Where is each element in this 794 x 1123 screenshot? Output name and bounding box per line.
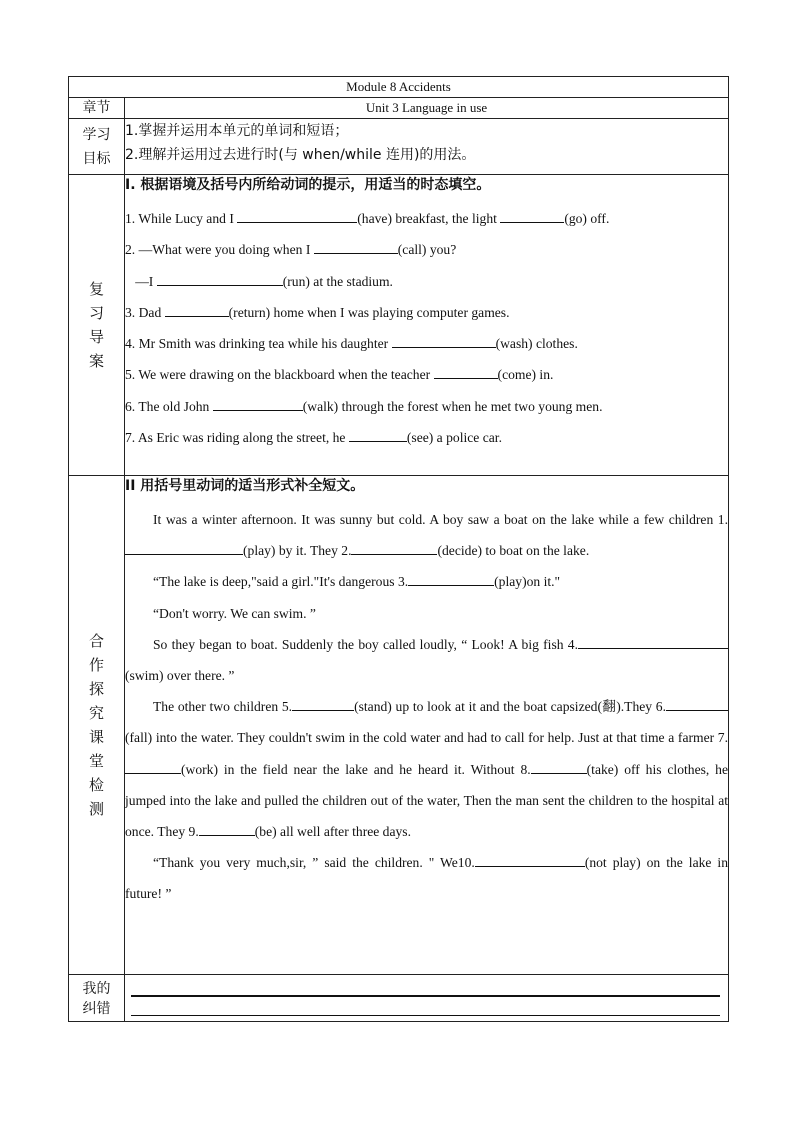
question-6-text-b: (walk) through the forest when he met two young men.: [302, 398, 603, 414]
correction-lines[interactable]: [125, 975, 728, 1021]
coop-label-char-7: 检: [88, 776, 104, 794]
question-3-text-b: (return) home when I was playing computer games.: [228, 304, 510, 320]
passage-paragraph-4: [125, 629, 728, 691]
passage-paragraph-1: [125, 504, 728, 566]
review-content: [125, 175, 729, 476]
correction-row: [69, 975, 729, 1022]
question-2-reply-text-a: —I: [125, 273, 157, 289]
worksheet-table: [68, 76, 729, 1022]
correction-label-line-1: 我的: [82, 981, 111, 997]
passage-blank-8[interactable]: [531, 759, 587, 774]
answer-blank-7[interactable]: [349, 427, 407, 442]
answer-blank-1b[interactable]: [500, 208, 564, 223]
passage-paragraph-6: [125, 847, 728, 909]
goals-label-line-1: 学习: [82, 127, 111, 143]
question-1-text-b: (have) breakfast, the light: [357, 211, 501, 226]
coop-label-char-5: 课: [88, 728, 104, 746]
question-2-reply: [125, 266, 728, 297]
question-5: [125, 359, 728, 390]
chapter-label: 章节: [69, 98, 125, 119]
answer-blank-3[interactable]: [165, 302, 229, 317]
correction-line-1: [131, 995, 720, 997]
question-1-text-c: (go) off.: [564, 211, 610, 226]
question-3: [125, 297, 728, 328]
chapter-value: Unit 3 Language in use: [125, 98, 729, 119]
question-4-text-b: (wash) clothes.: [495, 336, 578, 352]
passage-blank-2[interactable]: [351, 540, 437, 555]
coop-label-char-6: 堂: [88, 752, 104, 770]
coop-label: [69, 476, 125, 975]
question-2: [125, 234, 728, 265]
question-7-text-b: (see) a police car.: [406, 430, 502, 446]
passage-paragraph-2: [125, 566, 728, 597]
passage-p5-text-e: (take) off his clothes, he jumped into the lake and pulled the children out of the water, Then the man sent the children to the hospital at once. They 9.: [125, 761, 728, 840]
answer-blank-2[interactable]: [314, 239, 398, 254]
passage-p5-text-f: (be) all well after three days.: [254, 824, 411, 840]
answer-blank-5[interactable]: [434, 364, 498, 379]
goals-label-line-2: 目标: [82, 151, 111, 167]
passage-paragraph-5: [125, 691, 728, 847]
passage-blank-4[interactable]: [578, 634, 728, 649]
coop-label-char-8: 测: [88, 800, 104, 818]
module-title: Module 8 Accidents: [69, 77, 729, 98]
passage-blank-10[interactable]: [475, 852, 585, 867]
question-6-text-a: 6. The old John: [125, 398, 213, 414]
passage-p2-text-a: “The lake is deep,"said a girl."It's dangerous 3.: [153, 574, 409, 590]
coop-row: [69, 476, 729, 975]
passage-p5-text-a: The other two children 5.: [153, 699, 293, 715]
goals-row: [69, 119, 729, 175]
chapter-row: [69, 98, 729, 119]
question-1-text-a: 1. While Lucy and I: [125, 211, 238, 226]
question-6: [125, 391, 728, 422]
correction-area[interactable]: [125, 975, 729, 1022]
correction-label: [69, 975, 125, 1022]
correction-label-line-2: 纠错: [82, 1001, 111, 1017]
passage-blank-9[interactable]: [199, 821, 255, 836]
correction-line-2: [131, 1015, 720, 1016]
question-1: [125, 203, 728, 234]
question-4-text-a: 4. Mr Smith was drinking tea while his daughter: [125, 336, 392, 352]
passage-p4-text-b: (swim) over there. ”: [125, 668, 235, 684]
goal-item-2: 2.理解并运用过去进行时(与 when/while 连用)的用法。: [125, 147, 476, 163]
passage-blank-1[interactable]: [125, 540, 243, 555]
passage-p1-text-a: It was a winter afternoon. It was sunny but cold. A boy saw a boat on the lake while a few children 1.: [153, 512, 728, 527]
answer-blank-4[interactable]: [392, 333, 496, 348]
goals-content: [125, 119, 729, 175]
review-label-char-2: 习: [88, 304, 104, 322]
coop-content: [125, 476, 729, 975]
question-2-reply-text-b: (run) at the stadium.: [282, 273, 393, 289]
passage-blank-7[interactable]: [125, 759, 181, 774]
review-label-char-4: 案: [88, 352, 104, 370]
question-3-text-a: 3. Dad: [125, 304, 165, 320]
module-row: [69, 77, 729, 98]
passage-p4-text-a: So they began to boat. Suddenly the boy called loudly, “ Look! A big fish 4.: [153, 636, 578, 652]
passage-p1-text-b: (play) by it. They 2.: [243, 543, 352, 559]
question-5-text-b: (come) in.: [497, 367, 554, 383]
passage-p5-text-d: (work) in the field near the lake and he heard it. Without 8.: [181, 761, 531, 777]
answer-blank-6[interactable]: [213, 396, 303, 411]
review-row: [69, 175, 729, 476]
review-label: [69, 175, 125, 476]
question-2-text-b: (call) you?: [397, 242, 457, 258]
coop-label-char-2: 作: [88, 656, 104, 674]
passage-p5-text-c: (fall) into the water. They couldn't swim in the cold water and had to call for help. Just at that time a farmer 7.: [125, 730, 728, 746]
passage-p6-text-a: “Thank you very much,sir, ” said the children. " We10.: [153, 855, 475, 871]
passage-blank-5[interactable]: [292, 696, 354, 711]
passage-p5-text-b: (stand) up to look at it and the boat capsized(翻).They 6.: [354, 699, 666, 715]
goal-item-1: 1.掌握并运用本单元的单词和短语；: [125, 123, 349, 139]
passage-paragraph-3: “Don't worry. We can swim. ”: [153, 605, 316, 621]
question-2-text-a: 2. —What were you doing when I: [125, 242, 314, 258]
passage-blank-3[interactable]: [408, 571, 494, 586]
passage-p6-text-b: (not play) on the lake in future! ”: [125, 855, 729, 902]
passage-p2-text-b: (play)on it.": [494, 574, 561, 590]
coop-label-char-3: 探: [88, 680, 104, 698]
coop-label-char-4: 究: [88, 704, 104, 722]
section2-title: II 用括号里动词的适当形式补全短文。: [125, 478, 365, 494]
question-5-text-a: 5. We were drawing on the blackboard when the teacher: [125, 367, 434, 383]
question-4: [125, 328, 728, 359]
answer-blank-1[interactable]: [237, 208, 357, 223]
review-label-char-3: 导: [88, 328, 104, 346]
answer-blank-2b[interactable]: [157, 271, 283, 286]
coop-label-char-1: 合: [88, 632, 104, 650]
question-7: [125, 422, 728, 453]
goals-label: [69, 119, 125, 175]
passage-blank-6[interactable]: [666, 696, 728, 711]
section1-title: Ⅰ. 根据语境及括号内所给动词的提示，用适当的时态填空。: [125, 177, 491, 193]
question-7-text-a: 7. As Eric was riding along the street, he: [125, 430, 349, 446]
review-label-char-1: 复: [88, 280, 104, 298]
passage-p1-text-c: (decide) to boat on the lake.: [437, 543, 590, 559]
